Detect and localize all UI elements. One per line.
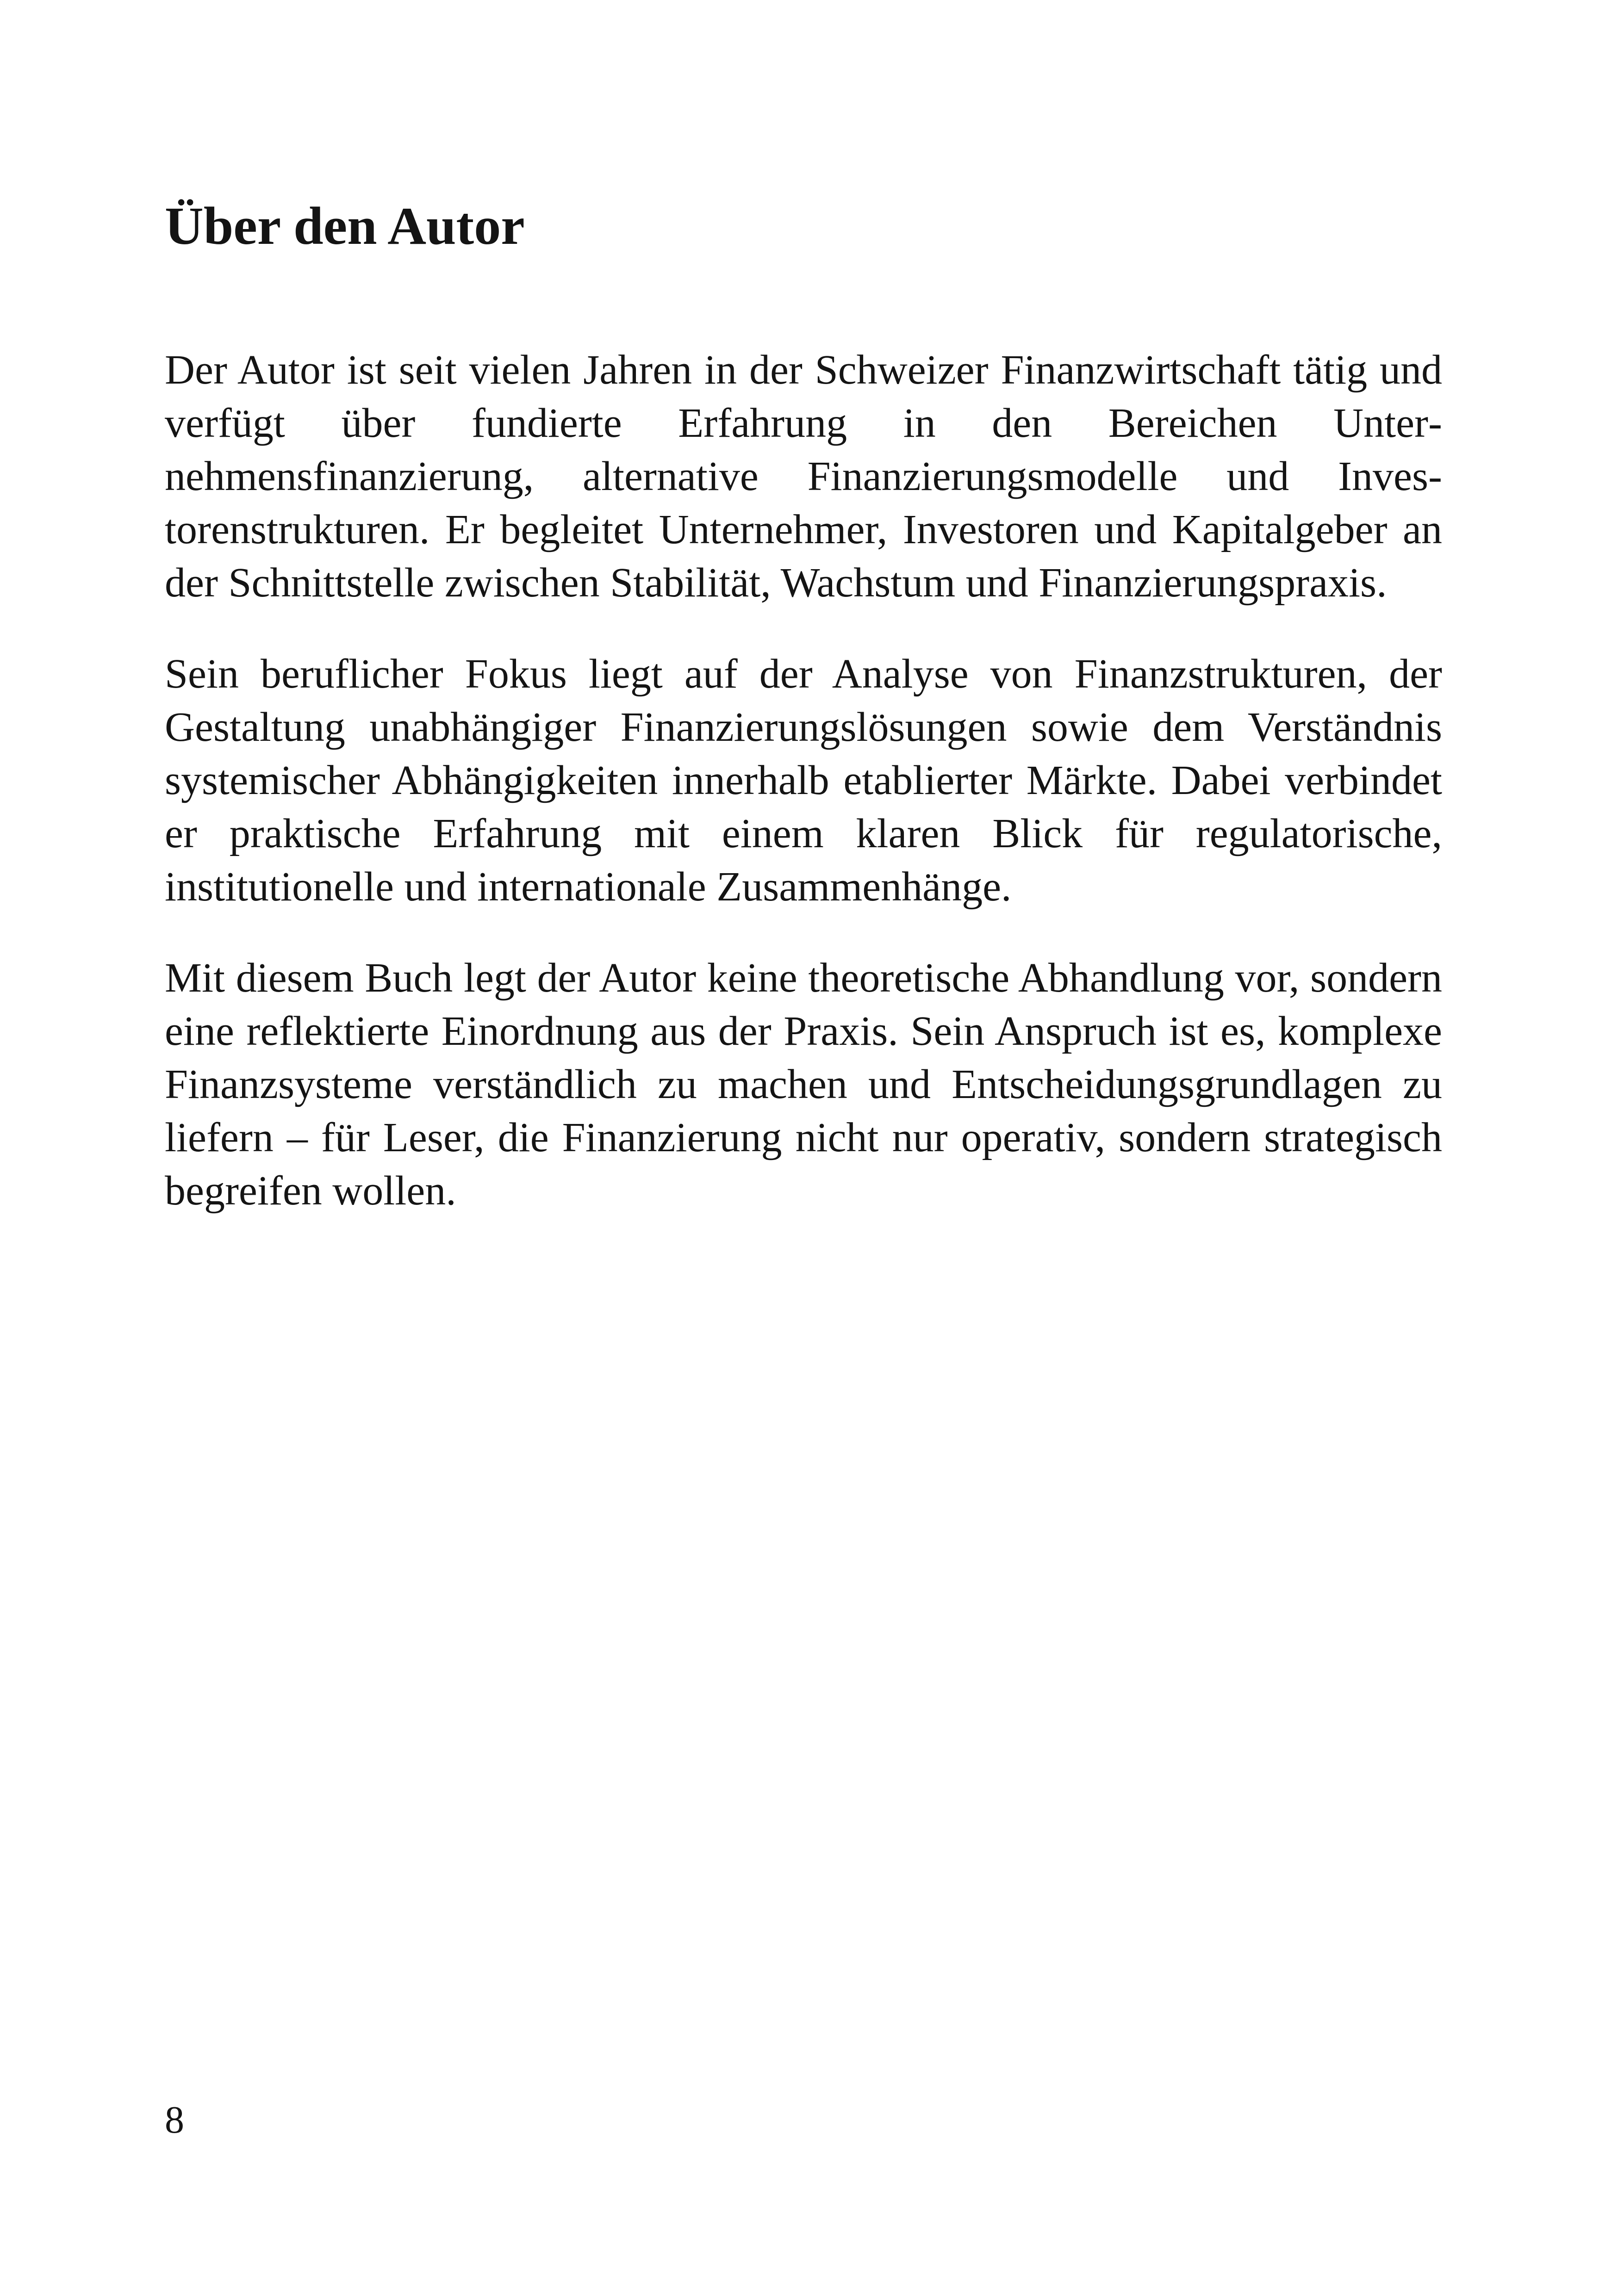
page-number: 8 <box>165 2098 184 2141</box>
paragraph-3: Mit diesem Buch legt der Autor keine theoretische Abhandlung vor, sondern eine reflektierte Einordnung aus der Praxis. Sein Anspruch ist es, komplexe Finanzsysteme verständlich zu machen und Entscheidungsgrundlagen zu liefern – für Leser, die Finanzierung nicht nur operativ, sondern strategisch begreifen wollen. <box>165 955 1442 1214</box>
body-text <box>165 343 1442 1255</box>
page-title: Über den Autor <box>165 197 525 256</box>
paragraph-1: Der Autor ist seit vielen Jahren in der Schweizer Finanzwirtschaft tätig und verfügt über fundierte Erfahrung in den Bereichen Unternehmensfinanzierung, alternative Finanzierungsmodelle und Investorenstrukturen. Er begleitet Unternehmer, Investoren und Kapitalgeber an der Schnittstelle zwischen Stabilität, Wachstum und Finanzierungspraxis. <box>165 347 1442 606</box>
paragraph-2: Sein beruflicher Fokus liegt auf der Analyse von Finanzstrukturen, der Gestaltung unabhängiger Finanzierungslösungen sowie dem Verständnis systemischer Abhängigkeiten innerhalb etablierter Märkte. Dabei verbindet er praktische Erfahrung mit einem klaren Blick für regulatorische, institutionelle und internationale Zusammenhänge. <box>165 651 1442 910</box>
